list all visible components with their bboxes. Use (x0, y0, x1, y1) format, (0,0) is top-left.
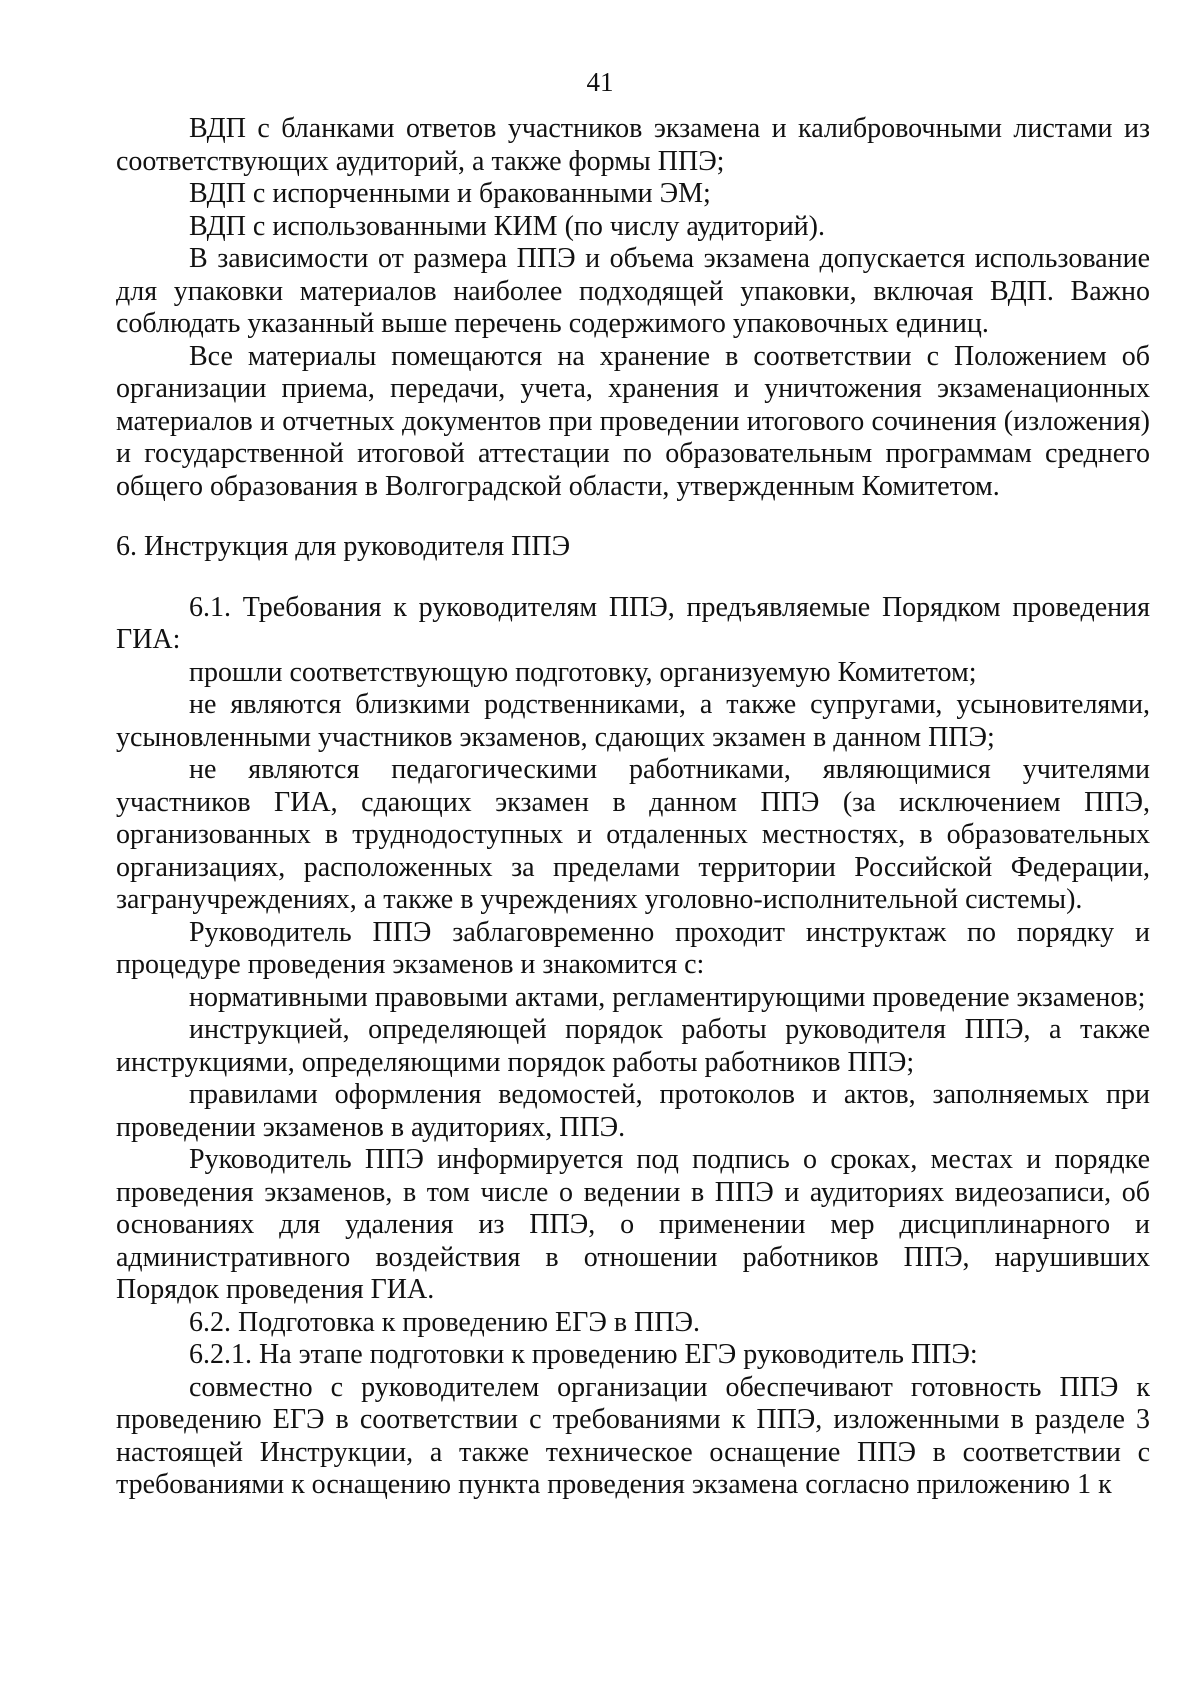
paragraph-6-1: 6.1. Требования к руководителям ППЭ, предъявляемые Порядком проведения ГИА: (116, 591, 1150, 655)
document-body (116, 113, 1150, 1502)
paragraph-6-2-1: 6.2.1. На этапе подготовки к проведению ЕГЭ руководитель ППЭ: (189, 1339, 978, 1370)
paragraph-not-teachers: не являются педагогическими работниками, являющимися учителями участников ГИА, сдающих экзамен в данном ППЭ (за исключением ППЭ, организованных в труднодоступных и отдаленных местностях, в образовательных организациях, расположенных за пределами территории Российской Федерации, загранучреждениях, а также в учреждениях уголовно-исполнительной системы). (116, 754, 1150, 915)
page-number: 41 (586, 67, 614, 97)
paragraph-6-2: 6.2. Подготовка к проведению ЕГЭ в ППЭ. (189, 1306, 700, 1338)
paragraph-storage: Все материалы помещаются на хранение в соответствии с Положением об организации приема, передачи, учета, хранения и уничтожения экзаменационных материалов и отчетных документов при проведении итогового сочинения (изложения) и государственной итоговой аттестации по образовательным программам среднего общего образования в Волгоградской области, утвержденным Комитетом. (116, 340, 1150, 502)
paragraph-vdp-used-kim: ВДП с использованными КИМ (по числу аудиторий). (189, 210, 825, 242)
paragraph-readiness: совместно с руководителем организации обеспечивают готовность ППЭ к проведению ЕГЭ в соответствии с требованиями к ППЭ, изложенными в разделе 3 настоящей Инструкции, а также техническое оснащение ППЭ в соответствии с требованиями к оснащению пункта проведения экзамена согласно приложению 1 к (116, 1371, 1150, 1500)
paragraph-vdp-answer-forms: ВДП с бланками ответов участников экзамена и калибровочными листами из соответствующих аудиторий, а также формы ППЭ; (116, 113, 1150, 177)
paragraph-vdp-damaged-em: ВДП с испорченными и бракованными ЭМ; (189, 178, 711, 209)
section-heading: 6. Инструкция для руководителя ППЭ (116, 531, 571, 562)
paragraph-instruction: Руководитель ППЭ заблаговременно проходит инструктаж по порядку и процедуре проведения экзаменов и знакомится с: (116, 916, 1150, 980)
paragraph-packaging: В зависимости от размера ППЭ и объема экзамена допускается использование для упаковки материалов наиболее подходящей упаковки, включая ВДП. Важно соблюдать указанный выше перечень содержимого упаковочных единиц. (116, 243, 1150, 339)
paragraph-training: прошли соответствующую подготовку, организуемую Комитетом; (189, 656, 977, 688)
paragraph-informed: Руководитель ППЭ информируется под подпись о сроках, местах и порядке проведения экзаменов, в том числе о ведении в ППЭ и аудиториях видеозаписи, об основаниях для удаления из ППЭ, о применении мер дисциплинарного и административного воздействия в отношении работников ППЭ, нарушивших Порядок проведения ГИА. (116, 1144, 1150, 1305)
paragraph-instructions: инструкцией, определяющей порядок работы руководителя ППЭ, а также инструкциями, определяющими порядок работы работников ППЭ; (116, 1014, 1150, 1078)
paragraph-not-relatives: не являются близкими родственниками, а также супругами, усыновителями, усыновленными участников экзаменов, сдающих экзамен в данном ППЭ; (116, 689, 1150, 753)
paragraph-normative-acts: нормативными правовыми актами, регламентирующими проведение экзаменов; (189, 981, 1146, 1013)
paragraph-rules: правилами оформления ведомостей, протоколов и актов, заполняемых при проведении экзаменов в аудиториях, ППЭ. (116, 1079, 1150, 1143)
